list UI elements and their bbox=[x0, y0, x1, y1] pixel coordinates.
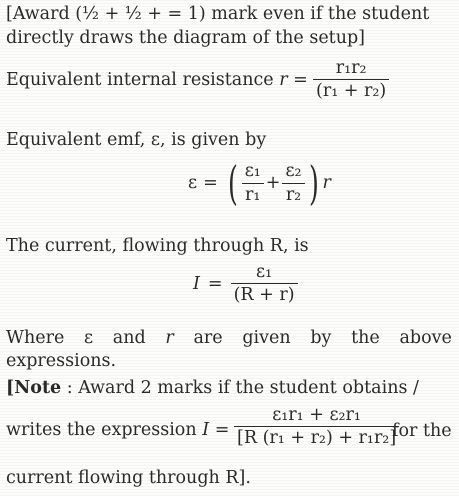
note-fraction bbox=[234, 405, 399, 448]
internal-resistance-row: Equivalent internal resistance r = bbox=[6, 70, 308, 90]
where-word: and bbox=[112, 328, 146, 348]
award-note-line-2: directly draws the diagram of the setup] bbox=[6, 28, 366, 48]
emf-term1-numerator: ε₁ bbox=[244, 161, 261, 182]
current-equation: I = $\frac{\text{ε₁}}{(R + r)}$ bbox=[193, 262, 298, 305]
emf-term2-denominator: r₂ bbox=[285, 184, 302, 205]
note-expression-label: writes the expression bbox=[6, 420, 197, 440]
fraction-bar bbox=[282, 183, 304, 184]
where-line-1 bbox=[6, 328, 452, 349]
where-word: Where bbox=[6, 328, 65, 348]
emf-term2-numerator: ε₂ bbox=[285, 161, 302, 182]
emf-intro: Equivalent emf, ε, is given by bbox=[6, 130, 267, 150]
emf-term1-denominator: r₁ bbox=[245, 184, 261, 205]
current-intro: The current, flowing through R, is bbox=[6, 236, 309, 256]
fraction-numerator: r₁r₂ bbox=[335, 58, 367, 78]
current-numerator: ε₁ bbox=[256, 262, 273, 282]
emf-lhs: ε bbox=[188, 173, 198, 193]
note-line-3: current flowing through R]. bbox=[6, 468, 251, 488]
left-paren: ( bbox=[227, 156, 238, 210]
note-line-2-pre: writes the expression I = bbox=[6, 420, 230, 440]
note-label: [Note bbox=[6, 378, 62, 398]
note-text: : Award 2 marks if the student obtains / bbox=[61, 378, 419, 398]
fraction-bar bbox=[231, 283, 298, 284]
current-denominator: (R + r) bbox=[233, 285, 295, 306]
where-word: the bbox=[351, 328, 380, 348]
fraction-bar bbox=[313, 79, 389, 80]
plus-sign: + bbox=[265, 173, 281, 193]
award-note-line-1: [Award (½ + ½ + = 1) mark even if the student bbox=[6, 4, 430, 24]
emf-multiplier: r bbox=[322, 173, 331, 193]
fraction-bar bbox=[242, 183, 264, 184]
internal-resistance-fraction bbox=[313, 58, 389, 101]
where-word: r bbox=[165, 328, 174, 348]
where-word: above bbox=[399, 328, 452, 348]
where-word: given bbox=[242, 328, 291, 348]
note-lhs: I bbox=[202, 420, 210, 440]
note-numerator: ε₁r₁ + ε₂r₁ bbox=[272, 405, 361, 425]
fraction-denominator: (r₁ + r₂) bbox=[316, 81, 387, 102]
fraction-bar bbox=[234, 426, 399, 427]
resistance-symbol: r bbox=[279, 70, 288, 90]
note-line-2-post: for the bbox=[392, 421, 452, 441]
where-word: are bbox=[193, 328, 223, 348]
right-paren: ) bbox=[308, 156, 319, 210]
where-word: ε bbox=[84, 328, 94, 348]
current-lhs: I bbox=[193, 273, 200, 294]
note-denominator: [R (r₁ + r₂) + r₁r₂] bbox=[237, 428, 397, 449]
emf-equation: ε = ( $\frac{\text{ε₁}}{\text{r₁}}$ + $\frac{\text{ε₂}}{\text{r₂}}$ ) r bbox=[188, 156, 331, 210]
internal-resistance-label: Equivalent internal resistance bbox=[6, 70, 274, 90]
where-word: by bbox=[310, 328, 332, 348]
note-line-1 bbox=[6, 378, 419, 399]
where-line-2: expressions. bbox=[6, 351, 117, 371]
